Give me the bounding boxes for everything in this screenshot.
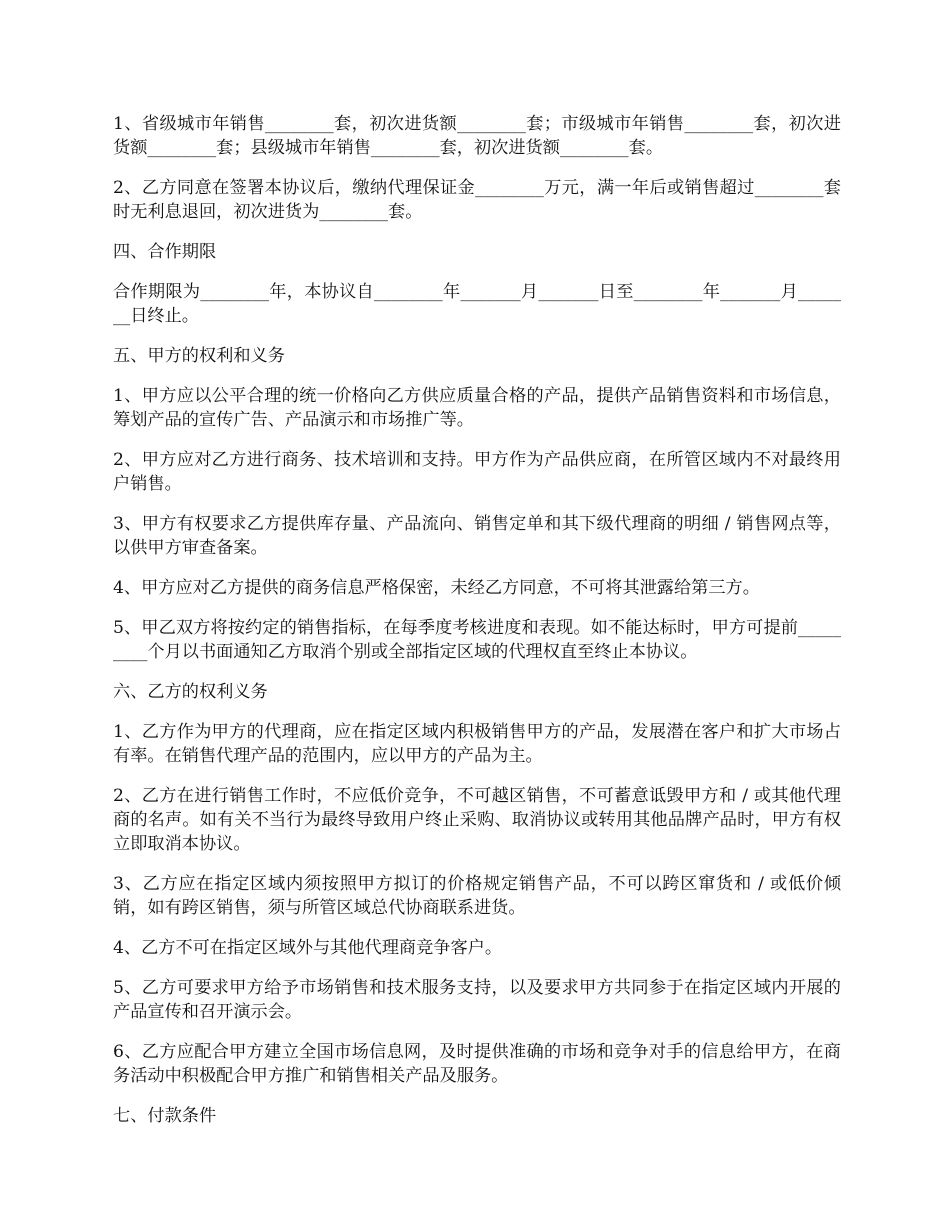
paragraph-party-a-5: 5、甲乙双方将按约定的销售指标，在每季度考核进度和表现。如不能达标时，甲方可提前_________个月以书面通知乙方取消个别或全部指定区域的代理权直至终止本协议。 [113,618,841,662]
paragraph-party-b-3: 3、乙方应在指定区域内须按照甲方拟订的价格规定销售产品，不可以跨区窜货和 / 或低价倾销，如有跨区销售，须与所管区域总代协商联系进货。 [113,874,842,918]
paragraph-cooperation-term: 合作期限为________年，本协议自________年_______月_______日至________年_______月_______日终止。 [113,282,841,326]
paragraph-sales-targets: 1、省级城市年销售________套，初次进货额________套；市级城市年销售________套，初次进货额________套；县级城市年销售________套，初次进货额________套。 [113,114,841,158]
paragraph-party-b-4: 4、乙方不可在指定区域外与其他代理商竞争客户。 [113,938,503,958]
paragraph-party-b-6: 6、乙方应配合甲方建立全国市场信息网，及时提供准确的市场和竞争对手的信息给甲方，在商务活动中积极配合甲方推广和销售相关产品及服务。 [113,1042,841,1086]
document-body [113,112,841,1144]
section-heading-party-b-rights: 六、乙方的权利义务 [113,682,268,702]
paragraph-party-a-3: 3、甲方有权要求乙方提供库存量、产品流向、销售定单和其下级代理商的明细 / 销售网点等，以供甲方审查备案。 [113,514,841,558]
section-heading-payment-terms: 七、付款条件 [113,1106,217,1126]
paragraph-party-b-5: 5、乙方可要求甲方给予市场销售和技术服务支持，以及要求甲方共同参于在指定区域内开展的产品宣传和召开演示会。 [113,978,841,1022]
section-heading-party-a-rights: 五、甲方的权利和义务 [113,346,285,366]
paragraph-party-a-1: 1、甲方应以公平合理的统一价格向乙方供应质量合格的产品，提供产品销售资料和市场信息，筹划产品的宣传广告、产品演示和市场推广等。 [113,386,841,430]
paragraph-party-a-4: 4、甲方应对乙方提供的商务信息严格保密，未经乙方同意，不可将其泄露给第三方。 [113,578,760,598]
paragraph-deposit: 2、乙方同意在签署本协议后，缴纳代理保证金________万元，满一年后或销售超过________套时无利息退回，初次进货为________套。 [113,178,841,222]
section-heading-cooperation-term: 四、合作期限 [113,242,217,262]
paragraph-party-a-2: 2、甲方应对乙方进行商务、技术培训和支持。甲方作为产品供应商，在所管区域内不对最终用户销售。 [113,450,841,494]
paragraph-party-b-1: 1、乙方作为甲方的代理商，应在指定区域内积极销售甲方的产品，发展潜在客户和扩大市场占有率。在销售代理产品的范围内，应以甲方的产品为主。 [113,722,841,766]
paragraph-party-b-2: 2、乙方在进行销售工作时，不应低价竞争，不可越区销售，不可蓄意诋毁甲方和 / 或其他代理商的名声。如有关不当行为最终导致用户终止采购、取消协议或转用其他品牌产品时，甲方有权立即取消本协议。 [113,786,841,854]
